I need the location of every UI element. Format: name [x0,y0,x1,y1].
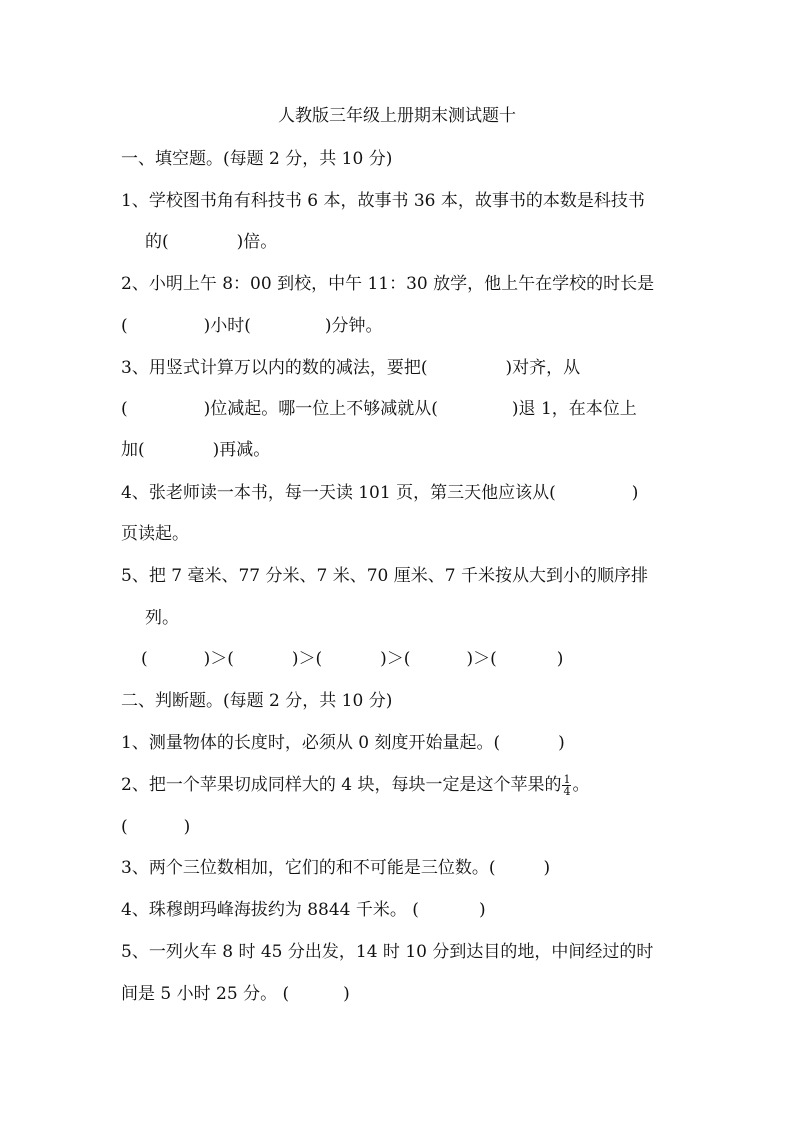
s1-q2-line2 [121,314,383,338]
section2-heading: 二、判断题。(每题 2 分，共 10 分) [121,691,393,711]
s1-q3-line2 [121,397,637,421]
text: 2、把一个苹果切成同样大的 4 块，每块一定是这个苹果的 [121,775,562,795]
s1-q3-line3 [121,438,270,462]
text: ( [121,817,128,837]
text: ) [543,858,551,878]
section1-heading: 一、填空题。(每题 2 分，共 10 分) [121,149,393,169]
fraction-one-quarter [562,774,571,797]
fraction-denominator: 4 [563,785,571,798]
fraction-numerator: 1 [563,773,571,786]
s1-q5-line1: 5、把 7 毫米、77 分米、7 米、70 厘米、7 千米按从大到小的顺序排 [121,566,648,586]
text: )位减起。哪一位上不够减就从( [203,399,438,419]
text: 间是 5 小时 25 分。 ( [121,984,290,1004]
s2-q1 [121,731,565,755]
text: 4、珠穆朗玛峰海拔约为 8844 千米。 ( [121,900,419,920]
text: )＞( [203,649,234,669]
s2-q5-line1: 5、一列火车 8 时 45 分出发，14 时 10 分到达目的地，中间经过的时 [121,942,654,962]
text: )＞( [466,649,497,669]
s1-q4-line2: 页读起。 [121,524,189,544]
text: )再减。 [212,440,271,460]
s2-q4 [121,898,486,922]
text: )＞( [380,649,411,669]
s2-q5-line2 [121,982,350,1006]
text: )退 1，在本位上 [511,399,637,419]
s1-q3-line1 [121,356,580,380]
text: 1、测量物体的长度时，必须从 0 刻度开始量起。( [121,733,501,753]
text: )分钟。 [324,316,383,336]
text: 加( [121,440,145,460]
text: ) [343,984,350,1004]
text: 。 [572,775,590,795]
text: ) [478,900,486,920]
text: 的( [145,232,169,252]
s1-q1-line2 [145,230,277,254]
s2-q2-line2 [121,815,190,839]
s1-q5-order-line [141,647,563,671]
s1-q4-line1 [121,481,638,505]
text: )＞( [291,649,323,669]
text: 3、两个三位数相加，它们的和不可能是三位数。( [121,858,496,878]
text: )对齐，从 [505,358,581,378]
text: ) [631,483,639,503]
text: ( [121,399,128,419]
text: ) [558,733,565,753]
text: ( [141,649,148,669]
text: )倍。 [236,232,278,252]
s2-q2-line1 [121,773,589,797]
s1-q1-line1: 1、学校图书角有科技书 6 本，故事书 36 本，故事书的本数是科技书 [121,191,645,211]
page-title: 人教版三年级上册期末测试题十 [278,106,516,126]
text: ( [121,316,128,336]
s1-q2-line1: 2、小明上午 8：00 到校，中午 11：30 放学，他上午在学校的时长是 [121,274,655,294]
s2-q3 [121,856,550,880]
text: ) [183,817,191,837]
s1-q5-line2: 列。 [145,608,179,628]
text: )小时( [203,316,251,336]
text: 3、用竖式计算万以内的数的减法，要把( [121,358,428,378]
text: ) [556,649,564,669]
text: 4、张老师读一本书，每一天读 101 页，第三天他应该从( [121,483,556,503]
